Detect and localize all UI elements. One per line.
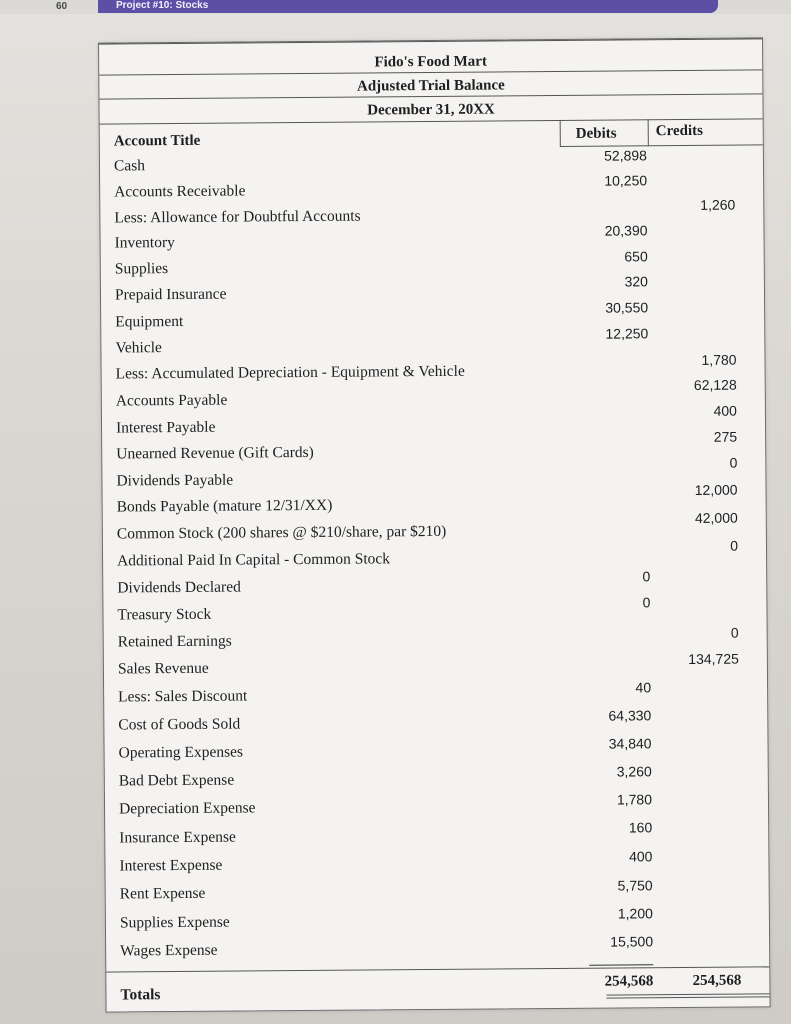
credit-amount: 0 bbox=[730, 537, 739, 554]
credit-amount: 1,260 bbox=[700, 196, 736, 213]
account-title: Dividends Declared bbox=[117, 578, 241, 597]
debit-amount: 650 bbox=[624, 248, 648, 265]
debit-amount: 30,550 bbox=[605, 299, 649, 316]
account-title: Less: Sales Discount bbox=[118, 687, 248, 706]
account-title: Treasury Stock bbox=[117, 605, 212, 624]
account-title: Interest Payable bbox=[115, 418, 216, 437]
totals-label: Totals bbox=[120, 986, 161, 1004]
credit-amount: 134,725 bbox=[688, 650, 739, 667]
debit-amount: 34,840 bbox=[608, 735, 652, 752]
debit-amount: 5,750 bbox=[617, 877, 653, 894]
column-header-credits: Credits bbox=[655, 122, 704, 140]
debit-amount: 3,260 bbox=[616, 763, 652, 780]
account-title: Retained Earnings bbox=[117, 632, 232, 651]
column-divider bbox=[560, 120, 561, 147]
debit-amount: 320 bbox=[624, 273, 648, 290]
statement-title: Adjusted Trial Balance bbox=[356, 77, 505, 95]
account-title: Cost of Goods Sold bbox=[118, 715, 241, 734]
totals-double-rule bbox=[607, 993, 770, 995]
debit-amount: 64,330 bbox=[608, 707, 652, 724]
credit-amount: 0 bbox=[730, 624, 739, 641]
account-title: Operating Expenses bbox=[118, 743, 244, 762]
account-title: Prepaid Insurance bbox=[114, 285, 227, 304]
totals-credit: 254,568 bbox=[692, 972, 742, 989]
credit-amount: 275 bbox=[713, 428, 738, 445]
account-title: Rent Expense bbox=[119, 884, 206, 903]
credit-amount: 12,000 bbox=[694, 481, 738, 498]
account-title: Bonds Payable (mature 12/31/XX) bbox=[116, 496, 333, 516]
totals-debit: 254,568 bbox=[604, 973, 654, 990]
account-title: Accounts Payable bbox=[115, 391, 228, 410]
account-title: Inventory bbox=[114, 234, 175, 252]
debit-amount: 12,250 bbox=[605, 325, 649, 342]
debit-amount: 0 bbox=[642, 568, 651, 585]
credit-amount: 1,780 bbox=[701, 351, 737, 368]
project-label: Project #10: Stocks bbox=[116, 0, 209, 11]
account-title: Less: Accumulated Depreciation - Equipment & Vehicle bbox=[115, 362, 465, 383]
debit-amount: 20,390 bbox=[604, 222, 648, 239]
trial-balance-table bbox=[98, 37, 771, 1012]
debit-amount: 40 bbox=[635, 679, 652, 696]
debit-sum-rule bbox=[589, 964, 653, 966]
statement-date: December 31, 20XX bbox=[367, 101, 495, 119]
account-title: Interest Expense bbox=[119, 856, 223, 875]
debit-amount: 1,200 bbox=[617, 905, 653, 922]
totals-rule bbox=[106, 966, 769, 972]
account-title: Common Stock (200 shares @ $210/share, par $210) bbox=[116, 522, 447, 543]
debit-amount: 52,898 bbox=[604, 147, 647, 164]
credit-amount: 0 bbox=[729, 454, 738, 471]
account-title: Equipment bbox=[115, 312, 184, 331]
debit-amount: 15,500 bbox=[610, 933, 654, 950]
account-title: Vehicle bbox=[115, 339, 162, 357]
account-title: Depreciation Expense bbox=[118, 799, 256, 818]
column-header-debits: Debits bbox=[575, 125, 617, 142]
credit-amount: 400 bbox=[713, 402, 737, 419]
account-title: Insurance Expense bbox=[119, 828, 236, 847]
column-header-rule bbox=[560, 144, 763, 147]
column-divider bbox=[648, 119, 649, 146]
account-title: Accounts Receivable bbox=[114, 182, 246, 201]
credit-amount: 42,000 bbox=[694, 509, 738, 526]
account-title: Supplies Expense bbox=[119, 913, 230, 932]
page-number: 60 bbox=[56, 1, 68, 12]
company-name: Fido's Food Mart bbox=[374, 53, 487, 71]
account-title: Dividends Payable bbox=[116, 471, 234, 490]
account-title: Cash bbox=[113, 157, 146, 175]
totals-double-rule bbox=[607, 996, 770, 998]
debit-amount: 160 bbox=[628, 819, 653, 836]
debit-amount: 400 bbox=[628, 848, 653, 865]
account-title: Less: Allowance for Doubtful Accounts bbox=[114, 207, 361, 227]
credit-amount: 62,128 bbox=[693, 376, 737, 393]
account-title: Wages Expense bbox=[120, 941, 218, 960]
debit-amount: 10,250 bbox=[604, 172, 648, 189]
debit-amount: 1,780 bbox=[616, 791, 653, 808]
account-title: Supplies bbox=[114, 260, 169, 278]
account-title: Unearned Revenue (Gift Cards) bbox=[116, 443, 314, 463]
column-header-account: Account Title bbox=[113, 132, 201, 150]
account-title: Bad Debt Expense bbox=[118, 771, 235, 790]
debit-amount: 0 bbox=[642, 594, 651, 611]
account-title: Sales Revenue bbox=[117, 659, 209, 678]
account-title: Additional Paid In Capital - Common Stock bbox=[117, 550, 391, 570]
